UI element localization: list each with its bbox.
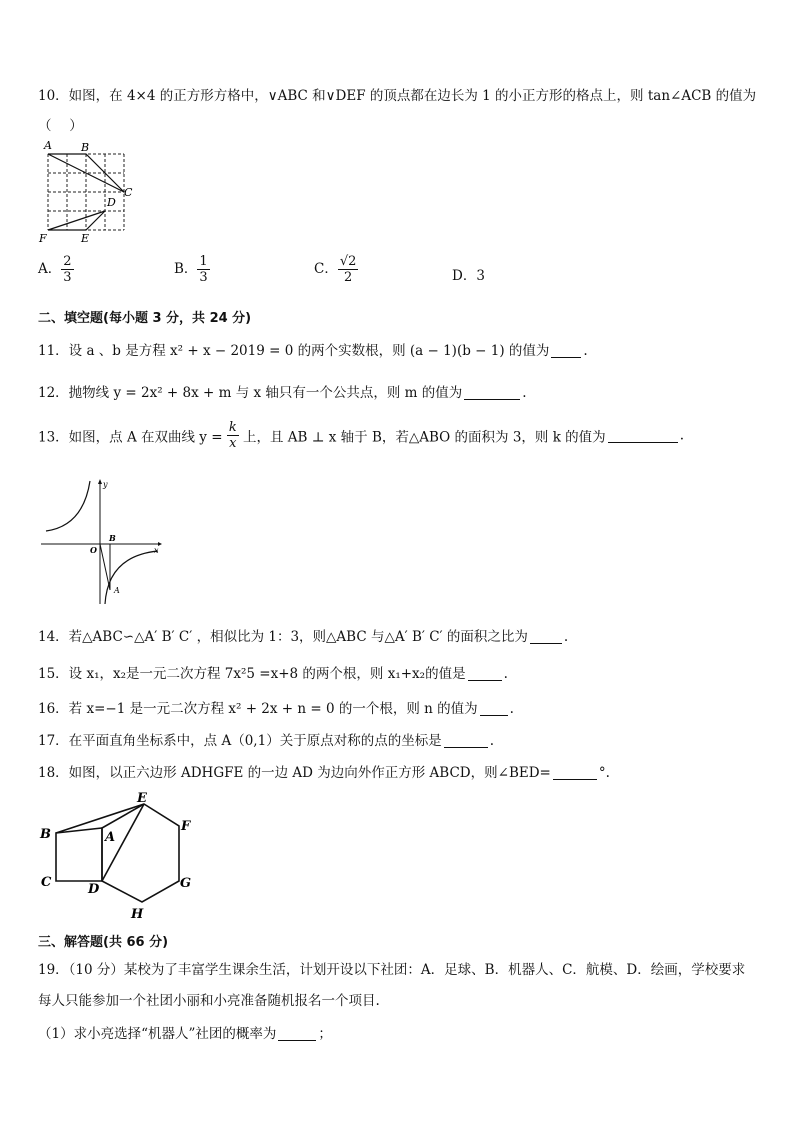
q19-line2: 每人只能参加一个社团小丽和小亮准备随机报名一个项目. [38, 993, 380, 1009]
q11: 11．设 a 、b 是方程 x² + x − 2019 = 0 的两个实数根，则 (a − 1)(b − 1) 的值为 . [38, 343, 588, 359]
q18-label-d: D [88, 882, 100, 897]
q17: 17．在平面直角坐标系中，点 A（0,1）关于原点对称的点的坐标是 . [38, 733, 494, 749]
q10-line1: 10．如图，在 4×4 的正方形方格中，∨ABC 和∨DEF 的顶点都在边长为 1 的小正方形的格点上，则 tan∠ACB 的值为 [38, 88, 757, 104]
q10-option-a: A． $\frac{2}{3}$ [38, 254, 72, 285]
q10-option-b-fraction: $\frac{1}{3}$ [199, 254, 208, 285]
q18-answer-blank[interactable] [553, 765, 597, 780]
q18-label-e: E [137, 791, 147, 806]
q13-fraction: $\frac{k}{x}$ [228, 420, 237, 451]
section-2-heading: 二、填空题(每小题 3 分，共 24 分) [38, 311, 252, 326]
q18-label-c: C [41, 875, 52, 890]
q14: 14．若△ABC∽△A′ B′ C′ ，相似比为 1：3，则△ABC 与△A′ B′ C′ 的面积之比为 . [38, 629, 569, 645]
q13-label-b: B [109, 533, 116, 543]
q18-label-g: G [180, 876, 192, 891]
q16-answer-blank[interactable] [480, 701, 508, 716]
q19-line3: （1）求小亮选择“机器人”社团的概率为 ； [38, 1026, 332, 1042]
q13-label-x: x [154, 546, 159, 555]
q10-grid-figure [36, 138, 136, 244]
q13-label-o: O [90, 545, 97, 555]
q10-paren: （ ） [38, 118, 83, 134]
q18: 18．如图，以正六边形 ADHGFE 的一边 AD 为边向外作正方形 ABCD，则∠BED= °. [38, 765, 610, 781]
q10-label-d: D [107, 196, 116, 209]
q13-hyperbola-figure [38, 476, 166, 608]
q14-answer-blank[interactable] [530, 629, 562, 644]
q16: 16．若 x=−1 是一元二次方程 x² + 2x + n = 0 的一个根，则 n 的值为 . [38, 701, 514, 717]
q12: 12．抛物线 y = 2x² + 8x + m 与 x 轴只有一个公共点，则 m 的值为 . [38, 385, 527, 401]
q15: 15．设 x₁，x₂是一元二次方程 7x²5 =x+8 的两个根，则 x₁+x₂的值是 . [38, 666, 508, 682]
q11-answer-blank[interactable] [551, 343, 581, 358]
q12-answer-blank[interactable] [464, 385, 520, 400]
q17-answer-blank[interactable] [444, 733, 488, 748]
q18-label-h: H [131, 907, 144, 922]
q10-option-b: B． $\frac{1}{3}$ [174, 254, 208, 285]
q19-answer-blank[interactable] [278, 1026, 316, 1041]
q10-option-d: D．3 [452, 268, 485, 284]
q10-label-a: A [44, 139, 52, 152]
q19-line1: 19．（10 分）某校为了丰富学生课余生活，计划开设以下社团：A．足球、B．机器人、C．航模、D．绘画，学校要求 [38, 962, 746, 978]
q10-option-c: C． $\frac{√2}{2}$ [314, 254, 357, 285]
q18-hexagon-figure [36, 790, 206, 922]
q13-label-y: y [103, 480, 108, 489]
q10-option-a-fraction: $\frac{2}{3}$ [63, 254, 72, 285]
q15-answer-blank[interactable] [468, 666, 502, 681]
q13: 13．如图，点 A 在双曲线 y = $\frac{k}{x}$ 上，且 AB ⊥ x 轴于 B，若△ABO 的面积为 3，则 k 的值为 . [38, 420, 684, 451]
q10-option-c-fraction: $\frac{√2}{2}$ [339, 254, 357, 285]
q18-label-a: A [105, 830, 116, 845]
q13-answer-blank[interactable] [608, 428, 678, 443]
q10-label-c: C [124, 186, 133, 199]
q10-label-e: E [81, 232, 90, 244]
q10-label-b: B [81, 141, 90, 154]
q18-label-b: B [40, 827, 51, 842]
q18-label-f: F [181, 819, 191, 834]
q10-label-f: F [39, 232, 47, 244]
q13-label-a: A [114, 586, 120, 595]
section-3-heading: 三、解答题(共 66 分) [38, 935, 169, 950]
